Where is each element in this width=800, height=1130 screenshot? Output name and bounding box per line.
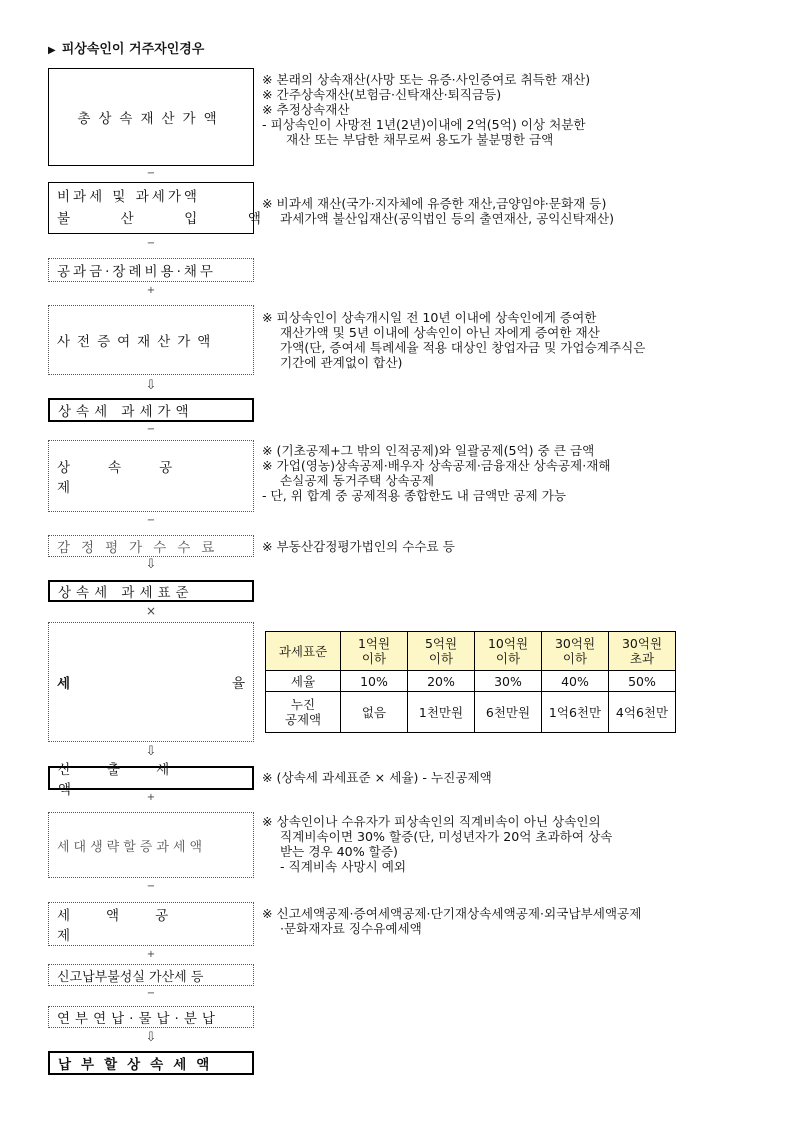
cell-text: 30억원 이하	[554, 636, 596, 666]
note-line: ※ (상속세 과세표준 × 세율) - 누진공제액	[262, 770, 492, 785]
cell-text: 30억원 초과	[621, 636, 663, 666]
step-label: 세액공제	[57, 908, 205, 944]
note-line: ※ 간주상속재산(보험금·신탁재산·퇴직금등)	[262, 87, 502, 102]
step-calculated-tax	[48, 762, 254, 798]
operator-minus: −	[146, 168, 156, 179]
tax-rate-table	[265, 631, 676, 733]
operator-minus: −	[146, 988, 156, 999]
note-line: ※ 가업(영농)상속공제·배우자 상속공제·금융재산 상속공제·재해	[262, 458, 611, 473]
operator-minus: −	[146, 238, 156, 249]
step-generation-skip-surtax	[48, 812, 254, 878]
step-label: 공과금·장례비용·채무	[57, 264, 216, 280]
step-label: 총상속재산가액	[77, 111, 225, 127]
step-inheritance-deduction	[48, 440, 254, 512]
table-cell: 30%	[475, 671, 542, 692]
table-cell: 1천만원	[408, 692, 475, 733]
table-cell: 6천만원	[475, 692, 542, 733]
step-label: 산출세액	[58, 762, 206, 798]
note-line: ※ 본래의 상속재산(사망 또는 유증·사인증여로 취득한 재산)	[262, 72, 591, 87]
note-line: 직계비속이면 30% 할증(단, 미성년자가 20억 초과하여 상속	[280, 829, 613, 844]
note-line: ※ 신고세액공제·증여세액공제·단기재상속세액공제·외국납부세액공제	[262, 906, 642, 921]
table-row	[266, 632, 676, 671]
note-line: 과세가액 불산입재산(공익법인 등의 출연재산, 공익신탁재산)	[280, 211, 614, 226]
operator-plus: +	[146, 949, 156, 960]
note-nontaxable	[262, 196, 762, 226]
cell-text: 누진 공제액	[284, 697, 322, 727]
table-cell: 없음	[341, 692, 408, 733]
note-total-estate	[262, 72, 762, 147]
step-tax-credit	[48, 902, 254, 946]
table-cell	[341, 632, 408, 671]
arrow-down-icon: ⇩	[145, 557, 157, 572]
step-label: 세대생략할증과세액	[57, 839, 207, 855]
note-line: ※ 비과세 재산(국가·지자체에 유증한 재산,금양임야·문화재 등)	[262, 196, 607, 211]
step-label: 상속세 과세표준	[58, 585, 194, 601]
table-cell: 20%	[408, 671, 475, 692]
note-line: - 직계비속 사망시 예외	[280, 859, 407, 874]
table-cell	[475, 632, 542, 671]
step-tax-payable	[48, 1051, 254, 1075]
step-total-estate	[48, 68, 254, 166]
step-label: 불 산 입 액	[57, 211, 275, 227]
table-cell: 세율	[266, 671, 341, 692]
note-calc	[262, 770, 762, 785]
step-appraisal-fee	[48, 535, 254, 557]
note-deduction	[262, 443, 762, 503]
note-line: 손실공제 동거주택 상속공제	[280, 473, 434, 488]
note-line: ※ 추정상속재산	[262, 102, 350, 117]
cell-text: 10억원 이하	[487, 636, 529, 666]
table-cell: 50%	[609, 671, 676, 692]
cell-text: 5억원 이하	[424, 636, 458, 666]
triangle-bullet-icon: ▶	[48, 45, 56, 56]
step-label: 상속세 과세가액	[58, 404, 194, 420]
arrow-down-icon: ⇩	[145, 744, 157, 759]
step-tax-rate	[48, 622, 254, 742]
table-row	[266, 692, 676, 733]
step-tax-base	[48, 580, 254, 602]
cell-text: 1억원 이하	[357, 636, 391, 666]
step-label: 감정평가수수료	[57, 540, 226, 556]
note-tax-credit	[262, 906, 762, 936]
page-title: ▶ 피상속인이 거주자인경우	[48, 42, 205, 57]
operator-plus: +	[146, 792, 156, 803]
step-label: 율	[231, 676, 245, 692]
step-label: 상속공제	[57, 460, 211, 496]
table-cell: 1억6천만	[542, 692, 609, 733]
table-row	[266, 671, 676, 692]
operator-times: ×	[145, 604, 157, 618]
step-label: 납부할상속세액	[58, 1057, 220, 1073]
table-cell: 10%	[341, 671, 408, 692]
note-line: 재산 또는 부담한 채무로써 용도가 불분명한 금액	[286, 132, 554, 147]
arrow-down-icon: ⇩	[145, 378, 157, 393]
arrow-down-icon: ⇩	[145, 1030, 157, 1045]
operator-minus: −	[146, 424, 156, 435]
step-installment-payment	[48, 1006, 254, 1028]
note-generation-skip	[262, 814, 762, 874]
step-label: 신고납부불성실 가산세 등	[57, 969, 204, 985]
table-cell	[408, 632, 475, 671]
note-prior-gift	[262, 310, 762, 370]
operator-plus: +	[146, 285, 156, 296]
table-cell	[542, 632, 609, 671]
note-line: ※ 피상속인이 상속개시일 전 10년 이내에 상속인에게 증여한	[262, 310, 597, 325]
table-cell	[609, 632, 676, 671]
table-cell: 과세표준	[266, 632, 341, 671]
operator-minus: −	[146, 515, 156, 526]
table-cell	[266, 692, 341, 733]
step-label: 세	[57, 676, 71, 692]
step-label: 비과세 및 과세가액	[57, 189, 200, 205]
step-label: 사전증여재산가액	[57, 334, 218, 350]
note-line: ·문화재자료 징수유예세액	[280, 921, 422, 936]
operator-minus: −	[146, 881, 156, 892]
step-taxable-value	[48, 398, 254, 422]
note-line: - 피상속인이 사망전 1년(2년)이내에 2억(5억) 이상 처분한	[262, 117, 586, 132]
step-penalty-tax	[48, 964, 254, 986]
note-appraisal	[262, 539, 762, 554]
step-public-charges	[48, 258, 254, 282]
note-line: ※ 부동산감정평가법인의 수수료 등	[262, 539, 455, 554]
step-prior-gift	[48, 305, 254, 375]
note-line: 재산가액 및 5년 이내에 상속인이 아닌 자에게 증여한 재산	[280, 325, 600, 340]
note-line: 기간에 관계없이 합산)	[280, 355, 403, 370]
note-line: ※ 상속인이나 수유자가 피상속인의 직계비속이 아닌 상속인의	[262, 814, 601, 829]
step-nontaxable	[48, 182, 275, 234]
table-cell: 4억6천만	[609, 692, 676, 733]
note-line: ※ (기초공제+그 밖의 인적공제)와 일괄공제(5억) 중 큰 금액	[262, 443, 595, 458]
note-line: 받는 경우 40% 할증)	[280, 844, 398, 859]
table-cell: 40%	[542, 671, 609, 692]
step-label: 연부연납·물납·분납	[57, 1011, 220, 1027]
note-line: - 단, 위 합계 중 공제적용 종합한도 내 금액만 공제 가능	[262, 488, 567, 503]
note-line: 가액(단, 증여세 특례세율 적용 대상인 창업자금 및 가업승계주식은	[280, 340, 646, 355]
